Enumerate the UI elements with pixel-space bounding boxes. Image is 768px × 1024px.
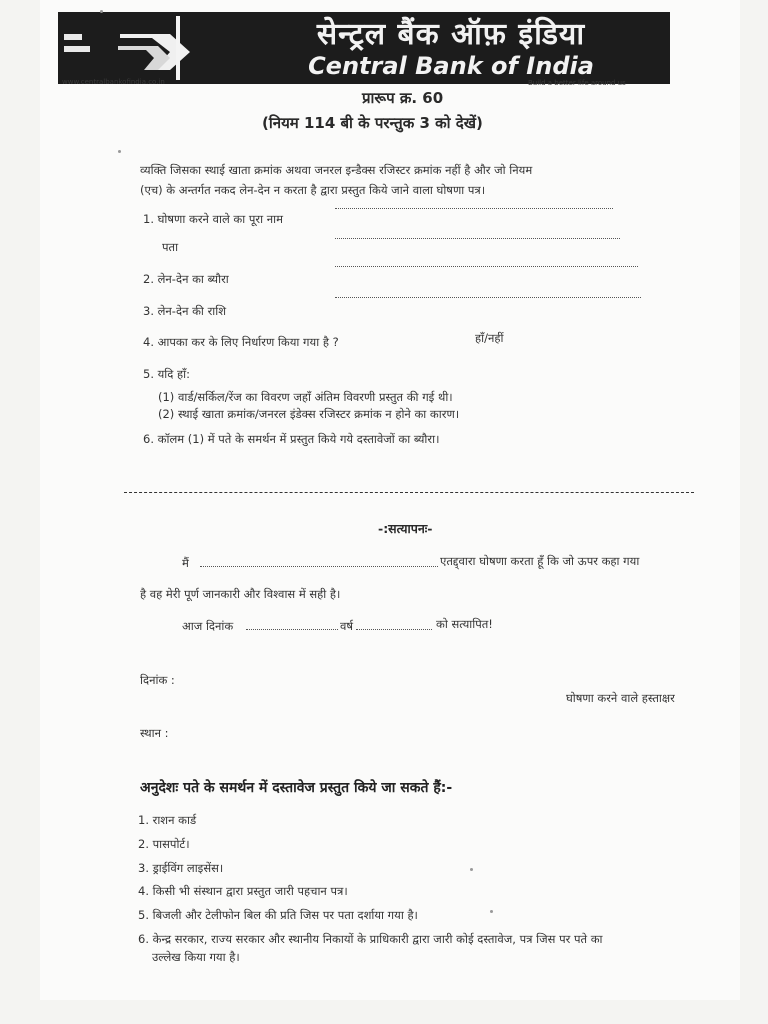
- section-divider: [124, 492, 694, 493]
- intro-line-1: व्यक्ति जिसका स्थाई खाता क्रमांक अथवा जनरल इन्डैक्स रजिस्टर क्रमांक नहीं है और जो नियम: [140, 163, 533, 177]
- instruction-item-1: 1. राशन कार्ड: [138, 813, 197, 827]
- bank-name-english: Central Bank of India: [308, 52, 594, 80]
- instruction-item-6: 6. केन्द्र सरकार, राज्य सरकार और स्थानीय निकायों के प्राधिकारी द्वारा जारी कोई दस्तावेज, पत्र जिस पर पते का: [138, 932, 603, 946]
- field-full-name-label: 1. घोषणा करने वाले का पूरा नाम: [143, 212, 283, 226]
- place-label: स्थान :: [140, 726, 169, 740]
- field-transaction-detail-label: 2. लेन-देन का ब्यौरा: [143, 272, 229, 286]
- field-tax-assessed-label: 4. आपका कर के लिए निर्धारण किया गया है ?: [143, 335, 339, 349]
- verification-year-label: वर्ष: [340, 619, 354, 633]
- instruction-item-4: 4. किसी भी संस्थान द्वारा प्रस्तुत जारी पहचान पत्र।: [138, 884, 348, 898]
- bank-website: www.centralbankofindia.co.in: [62, 78, 165, 86]
- intro-line-2: (एच) के अन्तर्गत नकद लेन-देन न करता है द्वारा प्रस्तुत किये जाने वाला घोषणा पत्र।: [140, 183, 486, 197]
- instruction-item-6-cont: उल्लेख किया गया है।: [152, 950, 240, 964]
- verification-belief-text: है वह मेरी पूर्ण जानकारी और विश्वास में सही है।: [140, 587, 341, 601]
- scan-speck: [470, 868, 473, 871]
- verification-today-date-label: आज दिनांक: [182, 619, 234, 633]
- bank-tagline: Build a better life around us: [528, 79, 626, 87]
- field-full-name-blank: [335, 208, 613, 209]
- bank-name-hindi: सेन्ट्रल बैंक ऑफ़ इंडिया: [316, 17, 586, 52]
- field-no-pan-reason: (2) स्थाई खाता क्रमांक/जनरल इंडेक्स रजिस्टर क्रमांक न होने का कारण।: [158, 407, 460, 421]
- scan-speck: [118, 150, 121, 153]
- date-label: दिनांक :: [140, 673, 175, 687]
- bank-header-banner: [58, 12, 670, 84]
- verification-date-blank: [246, 629, 338, 630]
- instruction-item-5: 5. बिजली और टेलीफोन बिल की प्रति जिस पर पता दर्शाया गया है।: [138, 908, 418, 922]
- field-address-blank: [335, 238, 620, 239]
- field-if-yes-label: 5. यदि हाँ:: [143, 367, 190, 381]
- field-tax-assessed-answer: हाँ/नहीं: [475, 331, 504, 345]
- bank-logo-icon: [58, 12, 218, 84]
- declarant-signature-label: घोषणा करने वाले हस्ताक्षर: [566, 691, 675, 705]
- verification-title: -:सत्यापनः-: [378, 521, 433, 536]
- instructions-title: अनुदेशः पते के समर्थन में दस्तावेज प्रस्तुत किये जा सकते हैं:-: [140, 780, 453, 796]
- field-transaction-amount-blank: [335, 297, 641, 298]
- scan-speck: [100, 10, 103, 13]
- verification-verified-text: को सत्यापित!: [436, 617, 493, 631]
- form-title: प्रारूप क्र. 60: [362, 89, 444, 107]
- field-transaction-detail-blank: [335, 266, 638, 267]
- field-address-label: पता: [162, 240, 179, 254]
- instruction-item-3: 3. ड्राईविंग लाइसेंस।: [138, 861, 224, 875]
- verification-year-blank: [356, 629, 432, 630]
- field-transaction-amount-label: 3. लेन-देन की राशि: [143, 304, 227, 318]
- field-ward-circle-range: (1) वार्ड/सर्किल/रेंज का विवरण जहाँ अंतिम विवरणी प्रस्तुत की गई थी।: [158, 390, 453, 404]
- instruction-item-2: 2. पासपोर्ट।: [138, 837, 190, 851]
- verification-declare-text: एतद्द्वारा घोषणा करता हूँ कि जो ऊपर कहा गया: [440, 554, 640, 568]
- field-address-documents-label: 6. कॉलम (1) में पते के समर्थन में प्रस्तुत किये गये दस्तावेजों का ब्यौरा।: [143, 432, 440, 446]
- verification-name-blank: [200, 566, 438, 567]
- scan-speck: [490, 910, 493, 913]
- form-subtitle: (नियम 114 बी के परन्तुक 3 को देखें): [262, 114, 483, 132]
- verification-i: मैं: [182, 556, 189, 570]
